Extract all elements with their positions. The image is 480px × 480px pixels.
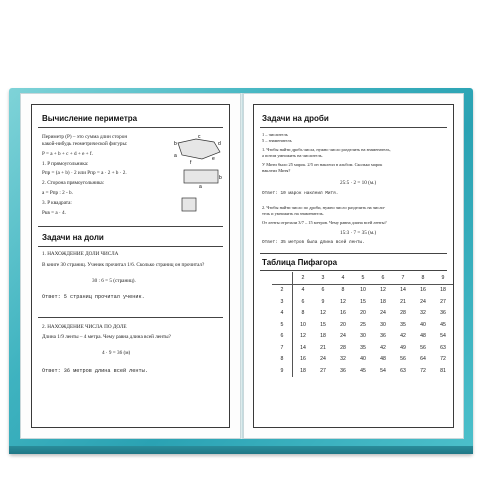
table-header-cell: 5	[353, 272, 373, 284]
table-cell: 54	[380, 367, 386, 374]
rectangle-figure	[182, 167, 224, 189]
table-cell: 9	[321, 298, 325, 305]
answer-ribbon-cut: Ответ: 35 метров была длина всей ленты.	[262, 240, 365, 245]
legend-numerator: 1 – числитель	[262, 132, 288, 137]
perimeter-item-3: 3. P квадрата:	[42, 200, 72, 206]
right-page	[243, 93, 464, 439]
table-cell: 48	[420, 333, 426, 340]
left-page	[20, 93, 241, 439]
perimeter-item-2: 2. Сторона прямоугольника:	[42, 180, 105, 186]
table-cell: 30	[380, 321, 386, 328]
table-row	[272, 365, 453, 377]
table-header-cell: 2	[293, 272, 314, 284]
fig-label-f: f	[190, 160, 192, 166]
table-cell: 4	[293, 284, 314, 296]
task-stamps-line-1: У Мити было 25 марок. 2/5 он наклеил в альбом. Сколько марок	[262, 162, 383, 167]
pythagoras-title: Таблица Пифагора	[262, 258, 338, 267]
subsection-separator	[38, 317, 223, 318]
table-cell: 48	[380, 356, 386, 363]
table-cell: 10	[293, 319, 314, 331]
table-row-header-cell: 3	[280, 298, 284, 305]
table-row-header-cell: 5	[280, 321, 284, 328]
table-cell: 12	[340, 298, 346, 305]
calc-ribbon-cut: 15:3 · 7 = 35 (м.)	[340, 230, 377, 236]
table-header-cell: 3	[313, 272, 333, 284]
rule-2-line-1: 2. Чтобы найти число по дроби, нужно число разделить на числи-	[262, 205, 386, 210]
table-row	[272, 308, 453, 320]
table-cell: 56	[400, 356, 406, 363]
table-cell: 54	[440, 333, 446, 340]
table-cell: 28	[400, 310, 406, 317]
table-cell: 14	[293, 342, 314, 354]
table-cell: 30	[360, 333, 366, 340]
table-cell: 20	[340, 321, 346, 328]
table-cell: 18	[293, 365, 314, 377]
table-cell: 64	[420, 356, 426, 363]
table-cell: 18	[320, 333, 326, 340]
table-cell: 28	[340, 344, 346, 351]
right-page-frame	[253, 104, 454, 428]
table-cell: 6	[293, 296, 314, 308]
table-cell: 72	[440, 356, 446, 363]
table-cell: 35	[400, 321, 406, 328]
table-cell: 27	[440, 298, 446, 305]
perimeter-intro-2: какой-нибудь геометрической фигуры:	[42, 141, 128, 147]
table-cell: 32	[420, 310, 426, 317]
sub-find-number: 2. НАХОЖДЕНИЕ ЧИСЛА ПО ДОЛЕ	[42, 324, 127, 330]
table-row-header-cell: 9	[280, 367, 284, 374]
table-row-header-cell: 7	[280, 344, 284, 351]
table-cell: 40	[420, 321, 426, 328]
table-cell: 72	[420, 367, 426, 374]
table-cell: 27	[320, 367, 326, 374]
table-row-header-cell: 2	[280, 287, 284, 294]
table-cell: 16	[293, 354, 314, 366]
table-cell: 14	[400, 287, 406, 294]
fractions-tasks-separator	[260, 127, 447, 128]
table-cell: 8	[341, 287, 345, 294]
table-cell: 24	[320, 356, 326, 363]
fig-label-e: e	[212, 156, 215, 162]
table-cell: 42	[400, 333, 406, 340]
task-ribbon-cut: От ленты отрезали 3/7 – 15 метров. Чему равна длина всей ленты?	[262, 220, 387, 225]
table-cell: 12	[293, 331, 314, 343]
table-cell: 10	[360, 287, 366, 294]
table-cell: 8	[293, 308, 314, 320]
table-cell: 20	[360, 310, 366, 317]
table-header-cell: 7	[393, 272, 413, 284]
table-cell: 56	[420, 344, 426, 351]
table-cell: 81	[440, 367, 446, 374]
rule-1-line-2: а потом умножить на числитель.	[262, 153, 323, 158]
hexagon-figure	[172, 133, 224, 167]
perimeter-item-2-formula: a = Pпр : 2 - b.	[42, 190, 73, 196]
fig-label-b: b	[174, 141, 177, 147]
perimeter-separator	[38, 127, 223, 128]
table-cell: 63	[400, 367, 406, 374]
table-row-header-cell: 8	[280, 356, 284, 363]
table-cell: 25	[360, 321, 366, 328]
fractions-tasks-title: Задачи на дроби	[262, 114, 329, 123]
table-cell: 63	[440, 344, 446, 351]
pythagoras-table	[272, 272, 453, 377]
table-row	[272, 296, 453, 308]
section-separator	[38, 226, 223, 227]
table-cell: 40	[360, 356, 366, 363]
fig-label-d: d	[218, 141, 221, 147]
table-cell: 24	[340, 333, 346, 340]
table-row	[272, 284, 453, 296]
table-cell: 35	[360, 344, 366, 351]
table-row-header-cell: 4	[280, 310, 284, 317]
table-header-cell: 9	[433, 272, 453, 284]
table-header-cell: 6	[373, 272, 393, 284]
table-cell: 49	[400, 344, 406, 351]
svg-text:a: a	[199, 184, 202, 189]
task-ribbon-length: Длина 1/9 ленты – 4 метра. Чему равна длина всей ленты?	[42, 334, 171, 340]
rule-1-line-1: 1. Чтобы найти дробь числа, нужно число разделить на знаменатель,	[262, 147, 391, 152]
task-book-pages: В книге 30 страниц. Ученик прочитал 1/6. Сколько страниц он прочитал?	[42, 262, 205, 268]
perimeter-item-3-formula: Pкв = a · 4.	[42, 210, 66, 216]
perimeter-intro-1: Периметр (P) – это сумма длин сторон	[42, 134, 128, 140]
left-page-frame	[31, 104, 230, 428]
square-figure	[180, 195, 200, 215]
table-cell: 36	[380, 333, 386, 340]
perimeter-title: Вычисление периметра	[42, 114, 138, 123]
table-cell: 21	[400, 298, 406, 305]
table-cell: 12	[320, 310, 326, 317]
table-cell: 36	[440, 310, 446, 317]
task-stamps-line-2: наклеил Митя?	[262, 168, 291, 173]
table-row	[272, 319, 453, 331]
table-row	[272, 342, 453, 354]
table-cell: 42	[380, 344, 386, 351]
table-cell: 15	[320, 321, 326, 328]
calc-ribbon-length: 4 · 9 = 36 (м)	[102, 350, 131, 356]
answer-ribbon-length: Ответ: 36 метров длина всей ленты.	[42, 368, 148, 374]
perimeter-formula: P = a + b + c + d + e + f.	[42, 151, 93, 157]
sub-find-fraction: 1. НАХОЖДЕНИЕ ДОЛИ ЧИСЛА	[42, 251, 119, 257]
table-cell: 24	[380, 310, 386, 317]
table-row	[272, 354, 453, 366]
table-cell: 45	[440, 321, 446, 328]
table-cell: 45	[360, 367, 366, 374]
table-cell: 6	[321, 287, 325, 294]
table-corner-cell	[272, 272, 293, 284]
table-header-cell: 8	[413, 272, 433, 284]
rule-2-line-2: тель и умножить на знаменатель.	[262, 211, 324, 216]
fig-label-a: a	[174, 153, 177, 159]
calc-book-pages: 30 : 6 = 5 (страниц).	[92, 278, 136, 284]
table-cell: 36	[340, 367, 346, 374]
fractions-of-number-title: Задачи на доли	[42, 233, 104, 242]
calc-stamps: 25:5 · 2 = 10 (м.)	[340, 180, 377, 186]
table-cell: 15	[360, 298, 366, 305]
perimeter-item-1-formula: Pпр = (a + b) · 2 или Pпр = a · 2 + b · 2.	[42, 170, 127, 176]
table-cell: 18	[440, 287, 446, 294]
table-cell: 12	[380, 287, 386, 294]
pythagoras-title-separator	[260, 270, 447, 271]
fig-label-c: c	[198, 134, 201, 140]
fractions-title-separator	[38, 246, 223, 247]
answer-stamps: Ответ: 10 марок наклеил Митя.	[262, 191, 339, 196]
table-cell: 21	[320, 344, 326, 351]
table-header-cell: 4	[333, 272, 353, 284]
table-row	[272, 331, 453, 343]
pythagoras-top-separator	[260, 253, 447, 254]
table-cell: 24	[420, 298, 426, 305]
table-header-row	[272, 272, 453, 284]
legend-denominator: 5 – знаменатель	[262, 138, 292, 143]
table-cell: 16	[340, 310, 346, 317]
answer-book-pages: Ответ: 5 страниц прочитал ученик.	[42, 294, 145, 300]
table-row-header-cell: 6	[280, 333, 284, 340]
table-cell: 18	[380, 298, 386, 305]
table-cell: 32	[340, 356, 346, 363]
perimeter-item-1: 1. P прямоугольника:	[42, 161, 89, 167]
table-cell: 16	[420, 287, 426, 294]
svg-text:b: b	[219, 175, 222, 181]
